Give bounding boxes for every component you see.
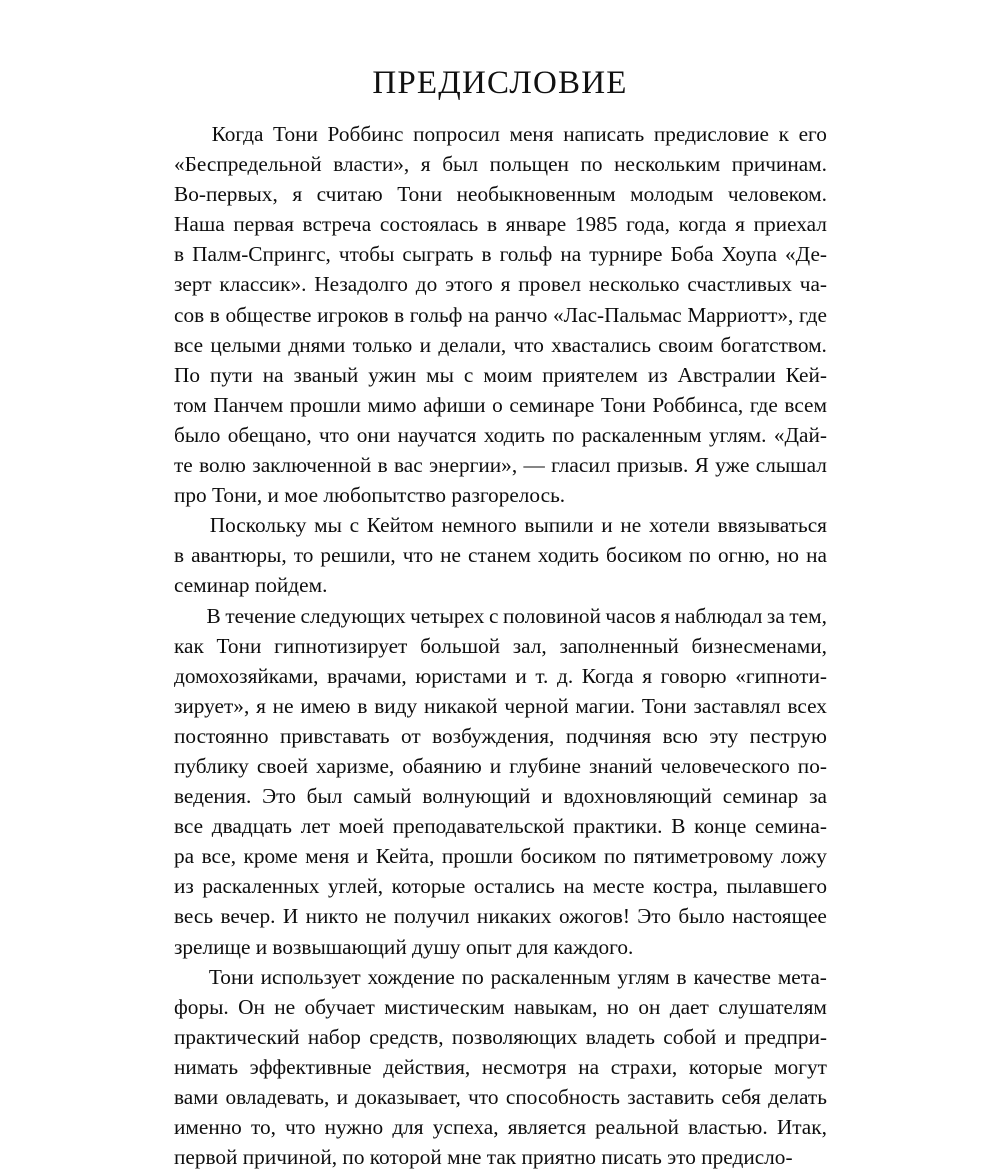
text-line: первой причиной, по которой мне так приятно писать это предисло- [174,1145,793,1170]
text-line: ведения. Это был самый волнующий и вдохновляющий семинар за [174,784,827,809]
text-line: было обещано, что они научатся ходить по раскаленным углям. «Дай- [174,422,827,447]
text-line: Поскольку мы с Кейтом немного выпили и не хотели ввязываться [209,513,827,538]
text-line: Тони использует хождение по раскаленным углям в качестве мета- [208,964,827,989]
text-line: нимать эффективные действия, несмотря на страхи, которые могут [174,1054,827,1079]
text-line: весь вечер. И никто не получил никаких ожогов! Это было настоящее [174,904,827,929]
text-line: именно то, что нужно для успеха, является реальной властью. Итак, [174,1115,827,1140]
text-line: Когда Тони Роббинс попросил меня написать предисловие к его [211,122,827,146]
text-line: публику своей харизме, обаянию и глубине знаний человеческого по- [174,753,827,778]
text-line: в Палм-Спрингс, чтобы сыграть в гольф на турнире Боба Хоупа «Де- [174,242,827,267]
text-line: «Беспредельной власти», я был польщен по нескольким причинам. [174,152,827,177]
text-line: домохозяйками, врачами, юристами и т. д. Когда я говорю «гипноти- [174,663,827,688]
paragraph [174,601,827,962]
text-line: том Панчем прошли мимо афиши о семинаре Тони Роббинса, где всем [174,392,827,417]
text-line: зерт классик». Незадолго до этого я провел несколько счастливых ча- [174,272,827,297]
text-line: те волю заключенной в вас энергии», — гласил призыв. Я уже слышал [174,453,827,478]
text-line: как Тони гипнотизирует большой зал, заполненный бизнесменами, [174,633,827,658]
text-line: ра все, кроме меня и Кейта, прошли босиком по пятиметровому ложу [174,844,827,869]
text-line: зрелище и возвышающий душу опыт для каждого. [174,934,634,959]
paragraph [174,962,827,1172]
text-line: вами овладевать, и доказывает, что способность заставить себя делать [174,1085,827,1109]
text-line: практический набор средств, позволяющих владеть собой и предпри- [174,1024,827,1049]
paragraph [174,119,827,510]
page-title: ПРЕДИСЛОВИЕ [372,65,628,102]
text-line: форы. Он не обучает мистическим навыкам, но он дает слушателям [174,994,827,1019]
text-line: Во-первых, я считаю Тони необыкновенным молодым человеком. [174,182,827,207]
text-line: зирует», я не имею в виду никакой черной магии. Тони заставлял всех [174,693,827,718]
text-line: сов в обществе игроков в гольф на ранчо «Лас-Пальмас Марриотт», где [174,302,827,327]
text-line: из раскаленных углей, которые остались на месте костра, пылавшего [174,874,827,899]
text-line: Наша первая встреча состоялась в январе 1985 года, когда я приехал [174,212,827,237]
text-line: про Тони, и мое любопытство разгорелось. [174,483,566,508]
text-line: постоянно привставать от возбуждения, подчиняя всю эту пеструю [174,723,827,748]
text-line: семинар пойдем. [174,573,328,598]
text-line: в авантюры, то решили, что не станем ходить босиком по огню, но на [174,543,827,568]
text-line: В течение следующих четырех с половиной часов я наблюдал за тем, [206,603,827,628]
text-line: все целыми днями только и делали, что хвастались своим богатством. [174,332,827,357]
paragraph [174,510,827,600]
text-line: все двадцать лет моей преподавательской практики. В конце семина- [174,814,827,839]
text-line: По пути на званый ужин мы с моим приятелем из Австралии Кей- [174,362,827,387]
body-text [174,119,827,1172]
